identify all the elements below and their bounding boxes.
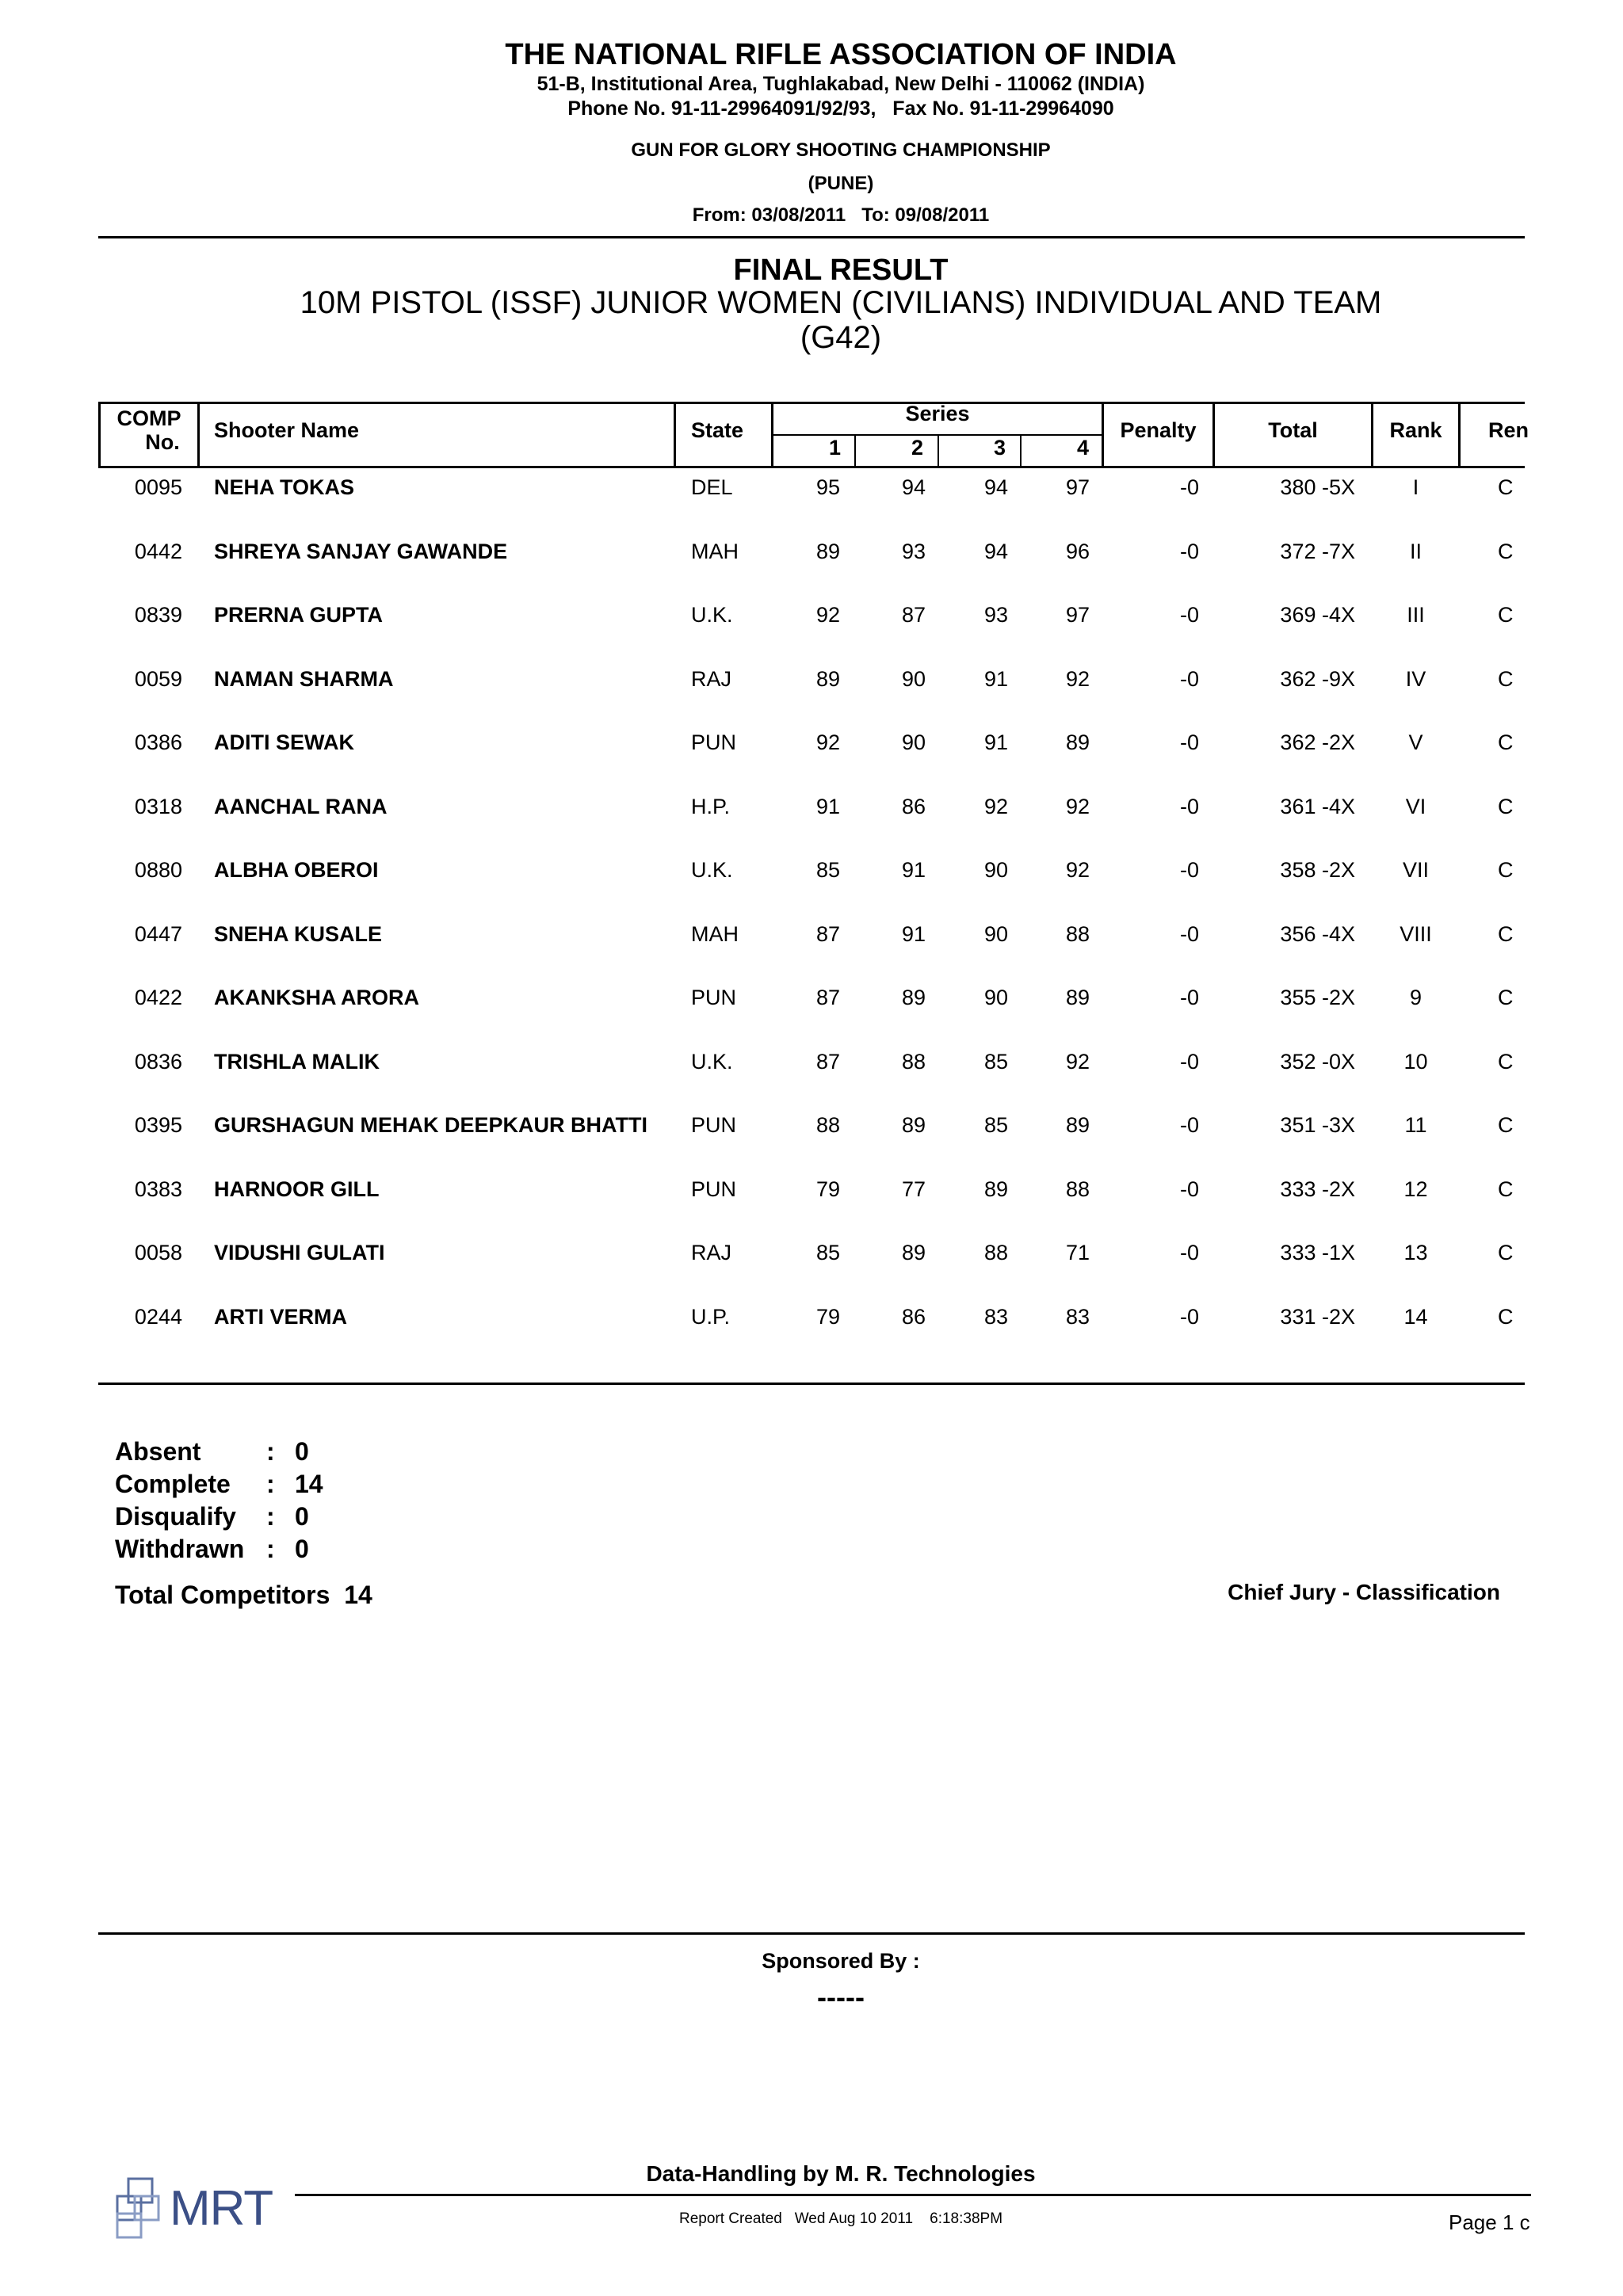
cell-shooter-name: ARTI VERMA [214, 1304, 347, 1329]
col-header-name: Shooter Name [214, 418, 360, 442]
event-code: (G42) [800, 320, 882, 355]
cell-series-4: 96 [1065, 539, 1090, 563]
cell-rank: 13 [1403, 1241, 1428, 1264]
cell-series-3: 90 [983, 921, 1008, 946]
date-from: From: 03/08/2011 [692, 204, 846, 226]
cell-remark: C [1498, 539, 1514, 563]
cell-total: 380 -5X [1280, 475, 1355, 499]
cell-rank: VII [1402, 858, 1429, 882]
cell-state: PUN [691, 986, 737, 1009]
cell-series-3: 94 [983, 539, 1008, 563]
col-header-total: Total [1268, 418, 1318, 442]
cell-series-4: 92 [1065, 794, 1090, 818]
cell-series-4: 89 [1065, 730, 1090, 754]
cell-total: 351 -3X [1280, 1113, 1355, 1137]
cell-penalty: -0 [1179, 730, 1199, 754]
cell-state: PUN [691, 730, 737, 754]
cell-state: H.P. [691, 794, 731, 818]
cell-series-4: 71 [1065, 1241, 1090, 1264]
cell-state: U.K. [691, 603, 733, 627]
footer-divider [98, 1932, 1525, 1935]
cell-series-2: 89 [901, 1113, 926, 1137]
cell-series-3: 92 [983, 794, 1008, 818]
cell-penalty: -0 [1179, 858, 1199, 882]
cell-series-2: 90 [901, 730, 926, 754]
cell-series-3: 91 [983, 730, 1008, 754]
cell-series-1: 79 [815, 1177, 840, 1201]
cell-series-2: 91 [901, 858, 926, 882]
cell-penalty: -0 [1179, 539, 1199, 563]
cell-total: 369 -4X [1280, 603, 1355, 627]
cell-comp-no: 0244 [134, 1304, 182, 1329]
cell-penalty: -0 [1179, 1113, 1199, 1137]
cell-shooter-name: GURSHAGUN MEHAK DEEPKAUR BHATTI [214, 1113, 648, 1137]
cell-comp-no: 0383 [134, 1177, 182, 1201]
cell-penalty: -0 [1179, 1177, 1199, 1201]
cell-series-2: 91 [901, 921, 926, 946]
cell-series-1: 85 [815, 1241, 840, 1264]
cell-rank: VI [1405, 794, 1426, 818]
cell-rank: I [1412, 475, 1419, 499]
separator: : [266, 1502, 275, 1531]
cell-series-2: 89 [901, 986, 926, 1009]
total-competitors-label: Total Competitors [115, 1581, 330, 1609]
cell-comp-no: 0386 [134, 730, 182, 754]
cell-series-2: 77 [901, 1177, 926, 1201]
col-header-rank: Rank [1389, 418, 1442, 442]
separator: : [266, 1470, 275, 1498]
cell-series-1: 88 [815, 1113, 840, 1137]
disqualify-label: Disqualify [115, 1502, 236, 1531]
col-header-state: State [691, 418, 744, 442]
cell-series-2: 94 [901, 475, 926, 499]
col-divider [1458, 402, 1461, 468]
cell-total: 362 -2X [1280, 730, 1355, 754]
cell-comp-no: 0422 [134, 986, 182, 1009]
sponsor-value: ----- [817, 1981, 865, 2013]
absent-value: 0 [295, 1437, 309, 1466]
cell-series-4: 89 [1065, 986, 1090, 1009]
complete-label: Complete [115, 1470, 231, 1498]
col-header-series-4: 4 [1076, 436, 1090, 460]
col-header-series-3: 3 [993, 436, 1006, 460]
cell-series-2: 88 [901, 1049, 926, 1074]
cell-total: 362 -9X [1280, 666, 1355, 691]
cell-series-3: 85 [983, 1113, 1008, 1137]
cell-series-3: 83 [983, 1304, 1008, 1329]
cell-penalty: -0 [1179, 475, 1199, 499]
cell-total: 356 -4X [1280, 921, 1355, 946]
total-competitors [115, 1581, 372, 1610]
cell-remark: C [1498, 986, 1514, 1009]
cell-rank: IV [1405, 666, 1426, 691]
cell-remark: C [1498, 1241, 1514, 1264]
col-header-comp-no: No. [145, 430, 180, 454]
cell-state: PUN [691, 1177, 737, 1201]
cell-total: 361 -4X [1280, 794, 1355, 818]
cell-total: 331 -2X [1280, 1304, 1355, 1329]
cell-total: 333 -2X [1280, 1177, 1355, 1201]
separator: : [266, 1437, 275, 1466]
cell-total: 358 -2X [1280, 858, 1355, 882]
footer-line [295, 2194, 1531, 2196]
cell-series-4: 92 [1065, 858, 1090, 882]
chief-jury-label: Chief Jury - Classification [1228, 1580, 1500, 1604]
col-header-series: Series [905, 402, 970, 425]
cell-shooter-name: PRERNA GUPTA [214, 603, 384, 627]
cell-comp-no: 0318 [134, 794, 182, 818]
championship-venue: (PUNE) [808, 173, 874, 194]
cell-series-3: 91 [983, 666, 1008, 691]
cell-series-1: 91 [815, 794, 840, 818]
cell-remark: C [1498, 730, 1514, 754]
cell-shooter-name: SHREYA SANJAY GAWANDE [214, 539, 508, 563]
cell-series-3: 85 [983, 1049, 1008, 1074]
cell-shooter-name: ADITI SEWAK [214, 730, 355, 754]
cell-comp-no: 0836 [134, 1049, 182, 1074]
cell-rank: II [1409, 539, 1422, 563]
cell-series-4: 83 [1065, 1304, 1090, 1329]
absent-label: Absent [115, 1437, 201, 1466]
cell-series-2: 86 [901, 1304, 926, 1329]
cell-series-3: 93 [983, 603, 1008, 627]
org-contact [0, 97, 1623, 120]
cell-series-1: 85 [815, 858, 840, 882]
cell-penalty: -0 [1179, 1241, 1199, 1264]
cell-series-4: 92 [1065, 666, 1090, 691]
cell-remark: C [1498, 921, 1514, 946]
report-created: Report Created Wed Aug 10 2011 6:18:38PM [678, 2210, 1003, 2227]
cell-rank: 10 [1403, 1049, 1428, 1074]
cell-shooter-name: NEHA TOKAS [214, 475, 355, 499]
col-header-comp: COMP [116, 406, 181, 430]
cell-penalty: -0 [1179, 1304, 1199, 1329]
cell-comp-no: 0880 [134, 858, 182, 882]
cell-series-1: 89 [815, 666, 840, 691]
cell-series-1: 79 [815, 1304, 840, 1329]
cell-comp-no: 0059 [134, 666, 182, 691]
cell-total: 333 -1X [1280, 1241, 1355, 1264]
cell-series-1: 87 [815, 986, 840, 1009]
withdrawn-label: Withdrawn [115, 1535, 245, 1563]
championship-dates [0, 204, 1623, 227]
cell-shooter-name: VIDUSHI GULATI [214, 1241, 385, 1264]
cell-state: MAH [691, 539, 739, 563]
org-fax: Fax No. 91-11-29964090 [892, 97, 1114, 120]
mrt-logo-mark-icon [114, 2176, 171, 2244]
cell-series-1: 87 [815, 1049, 840, 1074]
col-divider [674, 402, 676, 468]
cell-penalty: -0 [1179, 1049, 1199, 1074]
cell-remark: C [1498, 1177, 1514, 1201]
withdrawn-value: 0 [295, 1535, 309, 1563]
complete-value: 14 [295, 1470, 323, 1498]
cell-rank: 14 [1403, 1304, 1428, 1329]
event-name: 10M PISTOL (ISSF) JUNIOR WOMEN (CIVILIANS) INDIVIDUAL AND TEAM [300, 285, 1382, 320]
org-address: 51-B, Institutional Area, Tughlakabad, New Delhi - 110062 (INDIA) [537, 73, 1145, 95]
cell-penalty: -0 [1179, 921, 1199, 946]
cell-penalty: -0 [1179, 794, 1199, 818]
cell-series-4: 88 [1065, 1177, 1090, 1201]
cell-series-3: 88 [983, 1241, 1008, 1264]
cell-series-4: 97 [1065, 475, 1090, 499]
cell-series-4: 92 [1065, 1049, 1090, 1074]
col-header-series-2: 2 [911, 436, 924, 460]
mrt-logo-text: MRT [170, 2181, 273, 2236]
cell-shooter-name: SNEHA KUSALE [214, 921, 383, 946]
cell-series-1: 89 [815, 539, 840, 563]
mrt-logo [114, 2176, 281, 2247]
cell-penalty: -0 [1179, 986, 1199, 1009]
championship-name: GUN FOR GLORY SHOOTING CHAMPIONSHIP [631, 139, 1051, 161]
cell-remark: C [1498, 666, 1514, 691]
disqualify-value: 0 [295, 1502, 309, 1531]
cell-total: 355 -2X [1280, 986, 1355, 1009]
cell-remark: C [1498, 475, 1514, 499]
data-handling-credit: Data-Handling by M. R. Technologies [646, 2161, 1036, 2186]
cell-series-3: 90 [983, 858, 1008, 882]
cell-series-2: 89 [901, 1241, 926, 1264]
sponsored-label: Sponsored By : [762, 1949, 920, 1973]
cell-series-2: 87 [901, 603, 926, 627]
cell-comp-no: 0395 [134, 1113, 182, 1137]
cell-rank: 11 [1404, 1113, 1427, 1137]
cell-series-1: 87 [815, 921, 840, 946]
cell-series-1: 92 [815, 730, 840, 754]
cell-series-1: 92 [815, 603, 840, 627]
cell-comp-no: 0447 [134, 921, 182, 946]
cell-comp-no: 0839 [134, 603, 182, 627]
date-to: To: 09/08/2011 [861, 204, 990, 226]
header-divider [98, 236, 1525, 238]
cell-remark: C [1498, 1113, 1514, 1137]
cell-state: MAH [691, 921, 739, 946]
org-phone: Phone No. 91-11-29964091/92/93, [567, 97, 876, 120]
cell-series-3: 90 [983, 986, 1008, 1009]
cell-shooter-name: TRISHLA MALIK [214, 1049, 380, 1074]
cell-state: RAJ [691, 1241, 732, 1264]
total-competitors-value: 14 [344, 1581, 372, 1609]
cell-state: DEL [691, 475, 733, 499]
cell-series-2: 86 [901, 794, 926, 818]
cell-remark: C [1498, 1049, 1514, 1074]
cell-remark: C [1498, 858, 1514, 882]
cell-remark: C [1498, 603, 1514, 627]
cell-series-1: 95 [815, 475, 840, 499]
cell-rank: III [1407, 603, 1425, 627]
cell-comp-no: 0095 [134, 475, 182, 499]
cell-state: U.P. [691, 1304, 731, 1329]
cell-remark: C [1498, 794, 1514, 818]
cell-shooter-name: NAMAN SHARMA [214, 666, 394, 691]
cell-rank: V [1408, 730, 1423, 754]
cell-penalty: -0 [1179, 666, 1199, 691]
table-header-bottom-border [98, 466, 1525, 468]
cell-shooter-name: AANCHAL RANA [214, 794, 388, 818]
cell-total: 352 -0X [1280, 1049, 1355, 1074]
result-title: FINAL RESULT [733, 254, 949, 287]
col-header-series-1: 1 [828, 436, 842, 460]
cell-series-2: 93 [901, 539, 926, 563]
cell-series-3: 89 [983, 1177, 1008, 1201]
cell-penalty: -0 [1179, 603, 1199, 627]
cell-series-4: 97 [1065, 603, 1090, 627]
cell-remark: C [1498, 1304, 1514, 1329]
cell-rank: 9 [1409, 986, 1423, 1009]
cell-state: U.K. [691, 858, 733, 882]
page-number: Page 1 c [1449, 2210, 1530, 2234]
col-header-penalty: Penalty [1120, 418, 1197, 442]
cell-rank: 12 [1403, 1177, 1428, 1201]
separator: : [266, 1535, 275, 1563]
cell-rank: VIII [1400, 921, 1432, 946]
cell-total: 372 -7X [1280, 539, 1355, 563]
cell-comp-no: 0442 [134, 539, 182, 563]
cell-comp-no: 0058 [134, 1241, 182, 1264]
cell-state: RAJ [691, 666, 732, 691]
cell-shooter-name: ALBHA OBEROI [214, 858, 379, 882]
cell-state: U.K. [691, 1049, 733, 1074]
cell-state: PUN [691, 1113, 737, 1137]
org-name: THE NATIONAL RIFLE ASSOCIATION OF INDIA [505, 38, 1177, 71]
col-header-remarks: Ren [1488, 418, 1529, 442]
table-bottom-border [98, 1383, 1525, 1385]
cell-shooter-name: HARNOOR GILL [214, 1177, 380, 1201]
cell-series-3: 94 [983, 475, 1008, 499]
cell-shooter-name: AKANKSHA ARORA [214, 986, 419, 1009]
cell-series-4: 89 [1065, 1113, 1090, 1137]
cell-series-2: 90 [901, 666, 926, 691]
cell-series-4: 88 [1065, 921, 1090, 946]
